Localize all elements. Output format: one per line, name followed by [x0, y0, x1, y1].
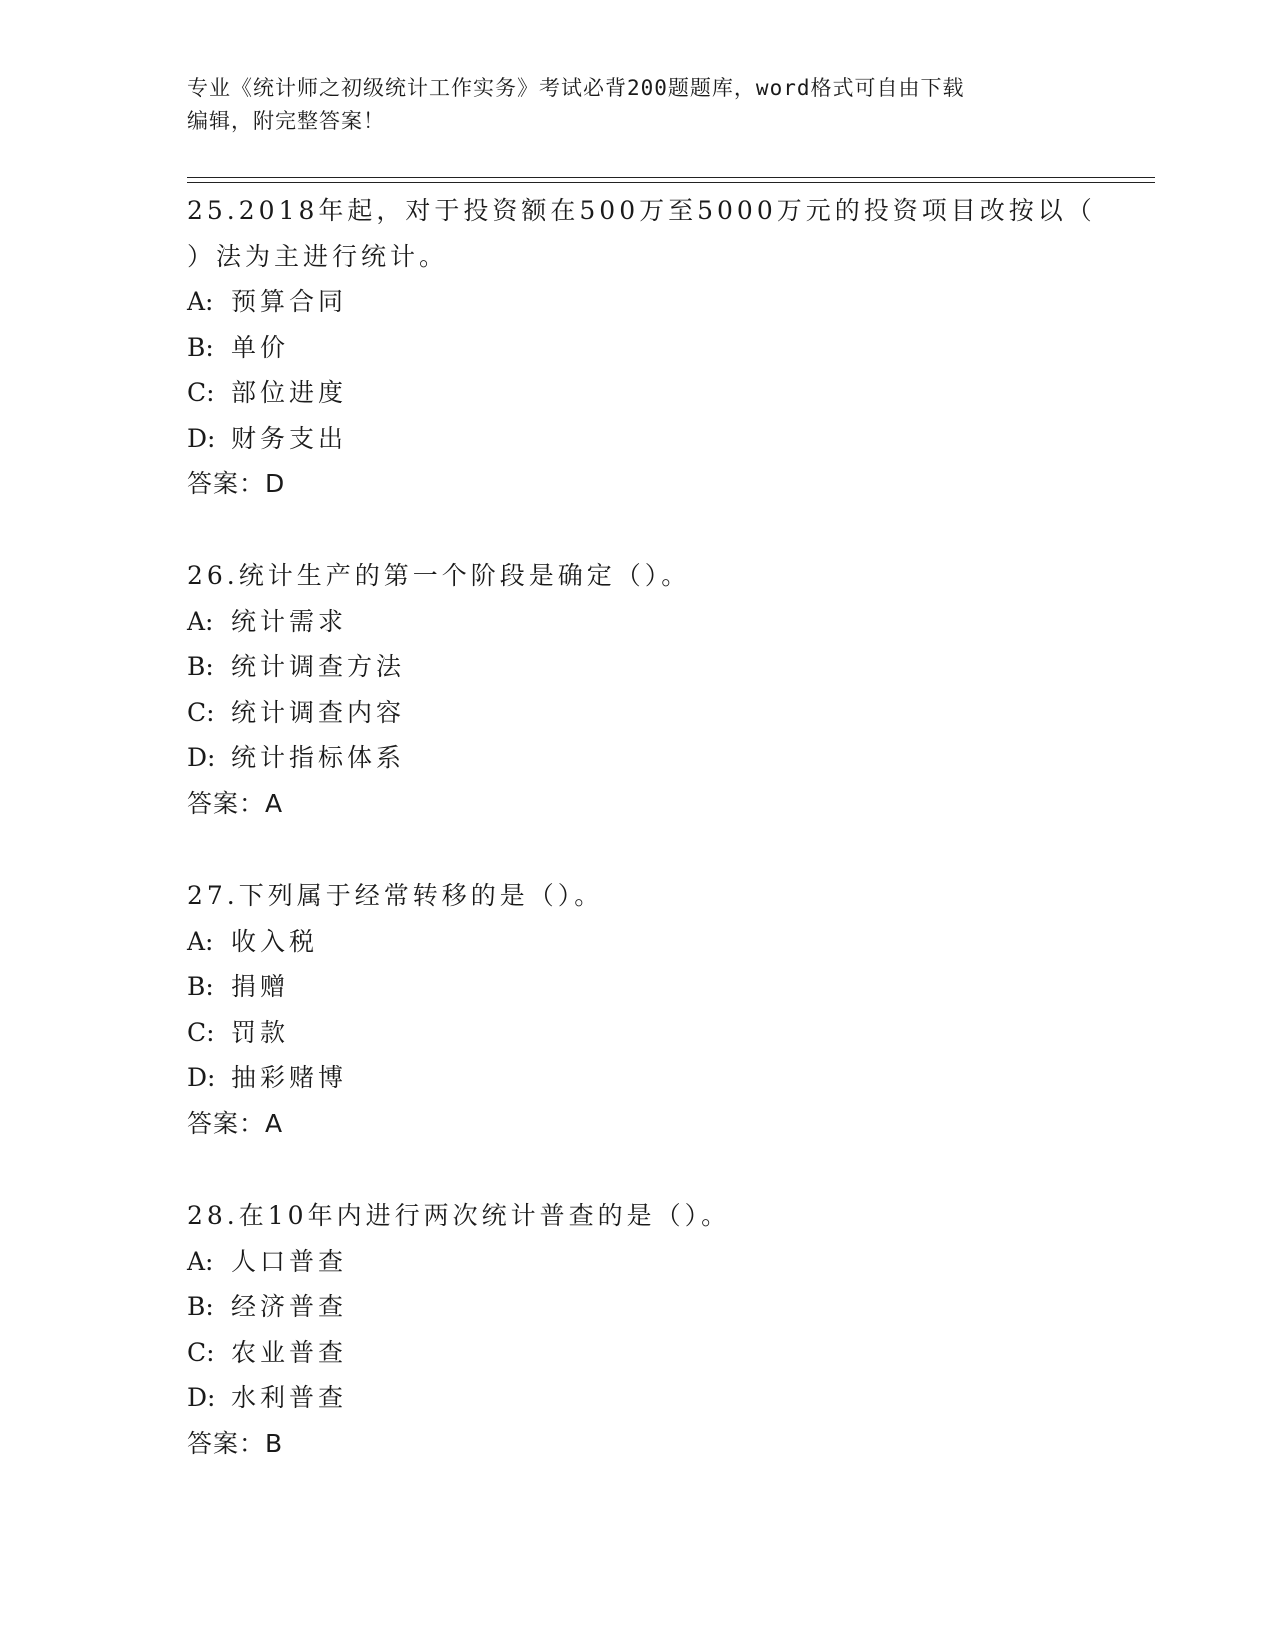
option-text: 经济普查 — [231, 1292, 348, 1321]
option-text: 统计调查方法 — [231, 652, 406, 681]
option-letter: B: — [187, 1292, 214, 1321]
option-d — [187, 1375, 1087, 1421]
option-a — [187, 599, 1087, 645]
option-d — [187, 416, 1087, 462]
option-a — [187, 1239, 1087, 1285]
answer-label: 答案：B — [187, 1428, 284, 1458]
option-letter: C: — [187, 1337, 215, 1367]
option-text: 部位进度 — [231, 378, 348, 407]
option-letter: B: — [187, 972, 214, 1001]
option-text: 单价 — [231, 332, 290, 362]
document-header — [187, 72, 1067, 138]
option-letter: B: — [187, 652, 214, 681]
option-b — [187, 1284, 1087, 1330]
question-stem: 26.统计生产的第一个阶段是确定（）。 — [187, 561, 691, 590]
question-stem: 25.2018年起，对于投资额在500万至5000万元的投资项目改按以（ — [187, 196, 1096, 225]
question-block — [187, 553, 1087, 826]
header-title-line: 专业《统计师之初级统计工作实务》考试必背200题题库，word格式可自由下载 — [187, 76, 965, 100]
option-letter: C: — [187, 697, 215, 727]
option-d — [187, 1055, 1087, 1101]
option-text: 人口普查 — [231, 1246, 348, 1276]
option-text: 统计需求 — [231, 606, 348, 636]
option-text: 收入税 — [231, 926, 319, 956]
option-c — [187, 370, 1087, 416]
option-b — [187, 964, 1087, 1010]
option-c — [187, 690, 1087, 736]
option-text: 统计调查内容 — [231, 697, 406, 727]
option-text: 捐赠 — [231, 972, 290, 1001]
option-text: 财务支出 — [231, 423, 348, 453]
question-stem: 27.下列属于经常转移的是（）。 — [187, 881, 604, 910]
option-letter: D: — [187, 1383, 216, 1412]
header-divider — [187, 182, 1155, 183]
option-letter: A: — [187, 287, 214, 316]
option-text: 抽彩赌博 — [231, 1063, 348, 1092]
option-letter: C: — [187, 378, 215, 407]
option-letter: A: — [187, 1246, 214, 1276]
option-letter: B: — [187, 332, 214, 362]
option-b — [187, 644, 1087, 690]
header-title-line: 编辑，附完整答案！ — [187, 109, 385, 133]
answer-label: 答案：D — [187, 469, 286, 498]
option-letter: D: — [187, 1063, 216, 1092]
option-a — [187, 279, 1087, 325]
question-block — [187, 1193, 1087, 1466]
option-letter: A: — [187, 606, 214, 636]
option-text: 罚款 — [231, 1017, 290, 1047]
option-text: 农业普查 — [231, 1337, 348, 1367]
option-b — [187, 325, 1087, 371]
option-text: 水利普查 — [231, 1383, 348, 1412]
option-letter: A: — [187, 926, 214, 956]
option-c — [187, 1330, 1087, 1376]
option-c — [187, 1010, 1087, 1056]
option-a — [187, 919, 1087, 965]
answer-label: 答案：A — [187, 1108, 284, 1138]
option-d — [187, 735, 1087, 781]
option-text: 预算合同 — [231, 287, 348, 316]
question-stem: 28.在10年内进行两次统计普查的是（）。 — [187, 1201, 731, 1230]
option-text: 统计指标体系 — [231, 743, 406, 772]
answer-label: 答案：A — [187, 788, 284, 818]
header-divider — [187, 177, 1155, 178]
question-block — [187, 873, 1087, 1146]
option-letter: D: — [187, 743, 216, 772]
question-stem: ）法为主进行统计。 — [187, 241, 449, 271]
option-letter: D: — [187, 423, 216, 453]
question-block — [187, 188, 1096, 507]
option-letter: C: — [187, 1017, 215, 1047]
